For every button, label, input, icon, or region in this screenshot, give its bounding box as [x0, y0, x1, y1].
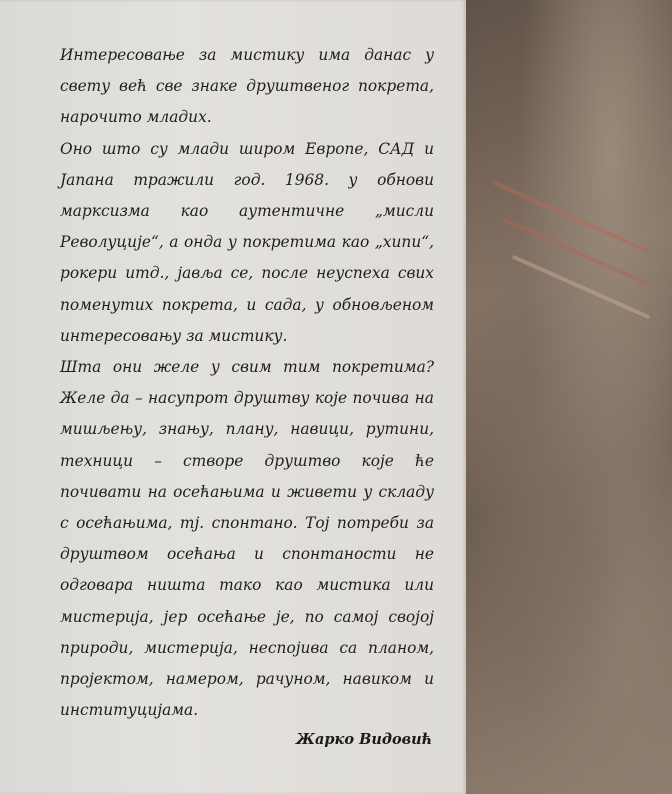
author-signature: Жарко Видовић	[296, 731, 433, 748]
background-photo	[466, 0, 672, 794]
paragraph-1: Интересовање за мистику има данас у свету већ све знаке друштвеног покрета, нарочито младих.	[60, 46, 434, 127]
quote-text	[60, 40, 434, 726]
paragraph-3: Шта они желе у свим тим покретима? Желе да – насупрот друштву које почива на мишљењу, знању, плану, навици, рутини, техници – створе друштво које ће почивати на осећањима и живети у складу с осећањима, тј. спонтано. Тој потреби за друштвом осећања и спонтаности не одговара ништа тако као мистика или мистерија, јер осећање је, по самој својој природи, мистерија, неспојива са планом, пројектом, намером, рачуном, навиком и институцијама.	[60, 358, 434, 720]
paragraph-2: Оно што су млади широм Европе, САД и Јапана тражили год. 1968. у обнови марксизма као аутентичне „мисли Револуције“, а онда у покретима као „хипи“, рокери итд., јавља се, после неуспеха свих поменутих покрета, и сада, у обновљеном интересовању за мистику.	[60, 139, 434, 345]
